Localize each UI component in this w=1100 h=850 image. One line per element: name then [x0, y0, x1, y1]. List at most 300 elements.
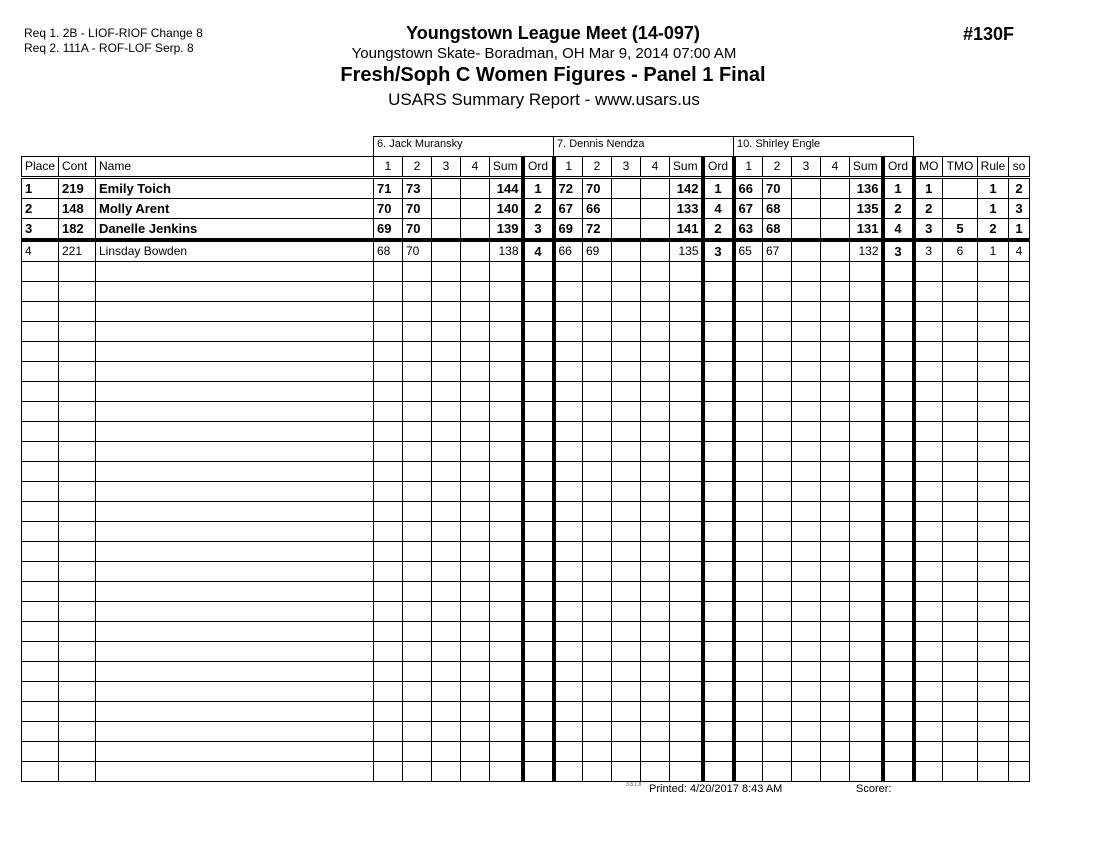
empty-cell	[374, 622, 403, 642]
empty-cell	[96, 542, 374, 562]
empty-cell	[59, 322, 96, 342]
score-4-cell	[821, 240, 850, 262]
empty-cell	[821, 382, 850, 402]
col-j3-s3: 3	[792, 157, 821, 178]
empty-cell	[523, 342, 554, 362]
results-table	[21, 136, 1030, 782]
empty-cell	[821, 302, 850, 322]
empty-cell	[883, 362, 914, 382]
empty-cell	[461, 642, 490, 662]
col-mo: MO	[914, 157, 943, 178]
empty-cell	[432, 602, 461, 622]
col-j1-ord: Ord	[523, 157, 554, 178]
empty-cell	[734, 662, 763, 682]
empty-cell	[490, 282, 523, 302]
empty-cell	[22, 742, 59, 762]
empty-cell	[374, 342, 403, 362]
empty-cell	[914, 662, 943, 682]
sum-cell: 131	[850, 219, 883, 241]
empty-cell	[490, 602, 523, 622]
score-3-cell	[432, 199, 461, 219]
empty-cell	[850, 642, 883, 662]
empty-cell	[943, 642, 978, 662]
empty-cell	[374, 422, 403, 442]
empty-cell	[914, 622, 943, 642]
sum-cell: 142	[670, 178, 703, 199]
empty-cell	[883, 682, 914, 702]
score-2-cell: 73	[403, 178, 432, 199]
empty-cell	[612, 702, 641, 722]
empty-cell	[943, 342, 978, 362]
score-4-cell	[461, 240, 490, 262]
empty-cell	[943, 302, 978, 322]
so-cell: 1	[1009, 219, 1030, 241]
empty-cell	[943, 722, 978, 742]
empty-cell	[821, 282, 850, 302]
empty-cell	[583, 482, 612, 502]
empty-cell	[914, 462, 943, 482]
empty-cell	[612, 302, 641, 322]
empty-cell	[821, 462, 850, 482]
empty-cell	[22, 682, 59, 702]
col-tmo: TMO	[943, 157, 978, 178]
col-j2-sum: Sum	[670, 157, 703, 178]
empty-cell	[821, 722, 850, 742]
empty-cell	[403, 282, 432, 302]
score-3-cell	[792, 219, 821, 241]
empty-cell	[523, 462, 554, 482]
empty-cell	[583, 282, 612, 302]
empty-cell	[1009, 502, 1030, 522]
empty-cell	[1009, 422, 1030, 442]
empty-cell	[403, 502, 432, 522]
empty-cell	[59, 462, 96, 482]
empty-cell	[763, 502, 792, 522]
empty-cell	[850, 682, 883, 702]
empty-cell	[883, 522, 914, 542]
empty-cell	[523, 502, 554, 522]
empty-cell	[1009, 762, 1030, 782]
col-j1-s2: 2	[403, 157, 432, 178]
empty-cell	[914, 502, 943, 522]
empty-cell	[850, 582, 883, 602]
empty-cell	[432, 622, 461, 642]
empty-cell	[978, 442, 1009, 462]
empty-cell	[583, 662, 612, 682]
empty-cell	[22, 342, 59, 362]
empty-cell	[703, 382, 734, 402]
empty-row	[22, 662, 1030, 682]
empty-cell	[554, 702, 583, 722]
empty-cell	[490, 402, 523, 422]
score-2-cell: 70	[403, 219, 432, 241]
empty-cell	[703, 362, 734, 382]
sum-cell: 132	[850, 240, 883, 262]
empty-cell	[490, 422, 523, 442]
empty-cell	[554, 562, 583, 582]
scorer-label: Scorer:	[856, 783, 892, 795]
empty-cell	[978, 462, 1009, 482]
empty-cell	[883, 762, 914, 782]
empty-cell	[523, 722, 554, 742]
score-4-cell	[461, 178, 490, 199]
score-3-cell	[792, 178, 821, 199]
empty-cell	[792, 362, 821, 382]
empty-cell	[978, 502, 1009, 522]
empty-cell	[374, 642, 403, 662]
empty-cell	[763, 702, 792, 722]
score-1-cell: 65	[734, 240, 763, 262]
empty-cell	[978, 622, 1009, 642]
empty-cell	[22, 702, 59, 722]
empty-cell	[374, 762, 403, 782]
score-3-cell	[432, 178, 461, 199]
empty-cell	[461, 722, 490, 742]
empty-cell	[612, 542, 641, 562]
score-1-cell: 67	[554, 199, 583, 219]
empty-cell	[703, 702, 734, 722]
empty-cell	[703, 282, 734, 302]
score-4-cell	[641, 199, 670, 219]
place-cell: 4	[22, 240, 59, 262]
empty-cell	[821, 362, 850, 382]
empty-cell	[432, 762, 461, 782]
empty-cell	[96, 402, 374, 422]
empty-cell	[96, 302, 374, 322]
sum-cell: 136	[850, 178, 883, 199]
empty-cell	[461, 742, 490, 762]
empty-cell	[850, 702, 883, 722]
empty-cell	[641, 322, 670, 342]
empty-cell	[583, 602, 612, 622]
score-3-cell	[432, 219, 461, 241]
col-cont: Cont	[59, 157, 96, 178]
empty-cell	[523, 282, 554, 302]
empty-cell	[703, 422, 734, 442]
empty-cell	[763, 402, 792, 422]
empty-cell	[703, 602, 734, 622]
empty-cell	[583, 442, 612, 462]
empty-cell	[792, 522, 821, 542]
score-3-cell	[792, 240, 821, 262]
empty-cell	[96, 462, 374, 482]
empty-cell	[703, 262, 734, 282]
empty-cell	[763, 282, 792, 302]
empty-cell	[943, 582, 978, 602]
table-row	[22, 240, 1030, 262]
col-j1-s4: 4	[461, 157, 490, 178]
empty-cell	[943, 682, 978, 702]
empty-row	[22, 262, 1030, 282]
empty-cell	[821, 322, 850, 342]
empty-cell	[490, 722, 523, 742]
empty-row	[22, 542, 1030, 562]
empty-cell	[943, 482, 978, 502]
empty-cell	[943, 602, 978, 622]
empty-cell	[583, 702, 612, 722]
empty-cell	[374, 562, 403, 582]
empty-cell	[850, 602, 883, 622]
empty-cell	[914, 382, 943, 402]
empty-cell	[461, 702, 490, 722]
empty-cell	[523, 382, 554, 402]
empty-cell	[821, 522, 850, 542]
empty-cell	[670, 722, 703, 742]
empty-cell	[670, 382, 703, 402]
empty-cell	[374, 722, 403, 742]
empty-cell	[914, 542, 943, 562]
empty-cell	[734, 642, 763, 662]
mo-cell: 3	[914, 240, 943, 262]
empty-cell	[22, 282, 59, 302]
tmo-cell: 5	[943, 219, 978, 241]
empty-cell	[96, 522, 374, 542]
empty-cell	[792, 562, 821, 582]
empty-cell	[490, 442, 523, 462]
empty-cell	[670, 742, 703, 762]
score-1-cell: 67	[734, 199, 763, 219]
empty-cell	[403, 682, 432, 702]
empty-cell	[432, 502, 461, 522]
empty-cell	[490, 582, 523, 602]
empty-cell	[59, 622, 96, 642]
empty-cell	[734, 702, 763, 722]
empty-cell	[490, 302, 523, 322]
empty-cell	[523, 262, 554, 282]
empty-row	[22, 322, 1030, 342]
empty-cell	[490, 502, 523, 522]
judge-1-name: 6. Jack Muransky	[374, 137, 554, 157]
empty-cell	[1009, 522, 1030, 542]
empty-cell	[943, 742, 978, 762]
empty-cell	[792, 702, 821, 722]
empty-cell	[850, 662, 883, 682]
ord-cell: 4	[523, 240, 554, 262]
empty-cell	[914, 262, 943, 282]
empty-cell	[670, 462, 703, 482]
empty-cell	[374, 482, 403, 502]
empty-cell	[850, 742, 883, 762]
empty-cell	[792, 342, 821, 362]
empty-cell	[641, 362, 670, 382]
empty-cell	[374, 362, 403, 382]
col-j2-s2: 2	[583, 157, 612, 178]
empty-cell	[734, 562, 763, 582]
empty-cell	[1009, 342, 1030, 362]
score-2-cell: 69	[583, 240, 612, 262]
empty-cell	[96, 482, 374, 502]
col-j3-ord: Ord	[883, 157, 914, 178]
empty-cell	[96, 362, 374, 382]
so-cell: 4	[1009, 240, 1030, 262]
empty-cell	[670, 482, 703, 502]
empty-cell	[22, 322, 59, 342]
score-3-cell	[612, 199, 641, 219]
empty-cell	[96, 442, 374, 462]
empty-cell	[374, 662, 403, 682]
empty-cell	[554, 582, 583, 602]
empty-cell	[850, 502, 883, 522]
empty-cell	[1009, 262, 1030, 282]
empty-cell	[914, 702, 943, 722]
empty-cell	[374, 382, 403, 402]
empty-cell	[821, 402, 850, 422]
empty-cell	[612, 642, 641, 662]
empty-cell	[978, 722, 1009, 742]
empty-cell	[59, 582, 96, 602]
score-1-cell: 72	[554, 178, 583, 199]
mo-cell: 1	[914, 178, 943, 199]
empty-cell	[612, 602, 641, 622]
empty-cell	[734, 442, 763, 462]
empty-cell	[821, 622, 850, 642]
empty-row	[22, 302, 1030, 322]
empty-cell	[850, 382, 883, 402]
so-cell: 3	[1009, 199, 1030, 219]
rule-cell: 1	[978, 199, 1009, 219]
empty-cell	[641, 502, 670, 522]
empty-cell	[461, 622, 490, 642]
col-j2-ord: Ord	[703, 157, 734, 178]
empty-cell	[734, 462, 763, 482]
empty-cell	[978, 482, 1009, 502]
empty-cell	[461, 462, 490, 482]
rule-cell: 2	[978, 219, 1009, 241]
empty-cell	[734, 602, 763, 622]
empty-cell	[914, 602, 943, 622]
empty-cell	[583, 642, 612, 662]
empty-cell	[641, 262, 670, 282]
blank-cell	[22, 137, 374, 157]
empty-cell	[763, 742, 792, 762]
empty-cell	[883, 722, 914, 742]
empty-cell	[1009, 682, 1030, 702]
empty-cell	[59, 742, 96, 762]
score-1-cell: 71	[374, 178, 403, 199]
empty-cell	[432, 662, 461, 682]
empty-cell	[403, 342, 432, 362]
empty-cell	[583, 422, 612, 442]
empty-cell	[403, 742, 432, 762]
empty-cell	[554, 642, 583, 662]
ord-cell: 1	[703, 178, 734, 199]
empty-cell	[670, 662, 703, 682]
empty-cell	[59, 422, 96, 442]
empty-cell	[523, 302, 554, 322]
so-cell: 2	[1009, 178, 1030, 199]
cont-cell: 219	[59, 178, 96, 199]
empty-cell	[792, 482, 821, 502]
empty-cell	[703, 442, 734, 462]
empty-cell	[461, 542, 490, 562]
empty-cell	[641, 282, 670, 302]
empty-cell	[883, 262, 914, 282]
table-row	[22, 178, 1030, 199]
empty-cell	[59, 522, 96, 542]
empty-cell	[432, 642, 461, 662]
sum-cell: 144	[490, 178, 523, 199]
ord-cell: 3	[883, 240, 914, 262]
empty-cell	[523, 422, 554, 442]
empty-cell	[943, 562, 978, 582]
empty-cell	[554, 682, 583, 702]
empty-cell	[943, 662, 978, 682]
empty-cell	[821, 442, 850, 462]
score-1-cell: 69	[554, 219, 583, 241]
empty-cell	[403, 602, 432, 622]
place-cell: 1	[22, 178, 59, 199]
ord-cell: 4	[703, 199, 734, 219]
empty-cell	[583, 342, 612, 362]
empty-cell	[763, 262, 792, 282]
empty-cell	[523, 442, 554, 462]
empty-cell	[583, 742, 612, 762]
empty-cell	[403, 542, 432, 562]
empty-cell	[461, 562, 490, 582]
empty-cell	[883, 382, 914, 402]
empty-cell	[96, 722, 374, 742]
col-so: so	[1009, 157, 1030, 178]
empty-cell	[763, 342, 792, 362]
empty-row	[22, 482, 1030, 502]
empty-cell	[583, 322, 612, 342]
empty-cell	[22, 362, 59, 382]
empty-cell	[821, 602, 850, 622]
empty-cell	[703, 462, 734, 482]
empty-cell	[850, 402, 883, 422]
empty-cell	[792, 622, 821, 642]
col-j2-s3: 3	[612, 157, 641, 178]
empty-cell	[612, 422, 641, 442]
empty-cell	[670, 642, 703, 662]
empty-cell	[821, 762, 850, 782]
empty-cell	[978, 302, 1009, 322]
empty-cell	[554, 542, 583, 562]
empty-row	[22, 642, 1030, 662]
empty-cell	[641, 402, 670, 422]
empty-cell	[1009, 562, 1030, 582]
sum-cell: 133	[670, 199, 703, 219]
empty-cell	[612, 322, 641, 342]
empty-cell	[914, 482, 943, 502]
empty-cell	[943, 762, 978, 782]
judge-header-row	[22, 137, 1030, 157]
empty-cell	[403, 262, 432, 282]
empty-cell	[59, 382, 96, 402]
empty-cell	[943, 502, 978, 522]
empty-row	[22, 282, 1030, 302]
empty-cell	[523, 482, 554, 502]
name-cell: Emily Toich	[96, 178, 374, 199]
empty-cell	[670, 602, 703, 622]
empty-cell	[403, 722, 432, 742]
empty-cell	[490, 662, 523, 682]
empty-cell	[554, 382, 583, 402]
empty-cell	[554, 402, 583, 422]
empty-cell	[763, 442, 792, 462]
empty-cell	[461, 302, 490, 322]
empty-row	[22, 462, 1030, 482]
empty-cell	[490, 462, 523, 482]
empty-cell	[883, 462, 914, 482]
empty-cell	[403, 702, 432, 722]
empty-cell	[734, 422, 763, 442]
empty-cell	[850, 302, 883, 322]
empty-cell	[490, 342, 523, 362]
empty-cell	[403, 302, 432, 322]
empty-cell	[703, 522, 734, 542]
empty-cell	[883, 282, 914, 302]
